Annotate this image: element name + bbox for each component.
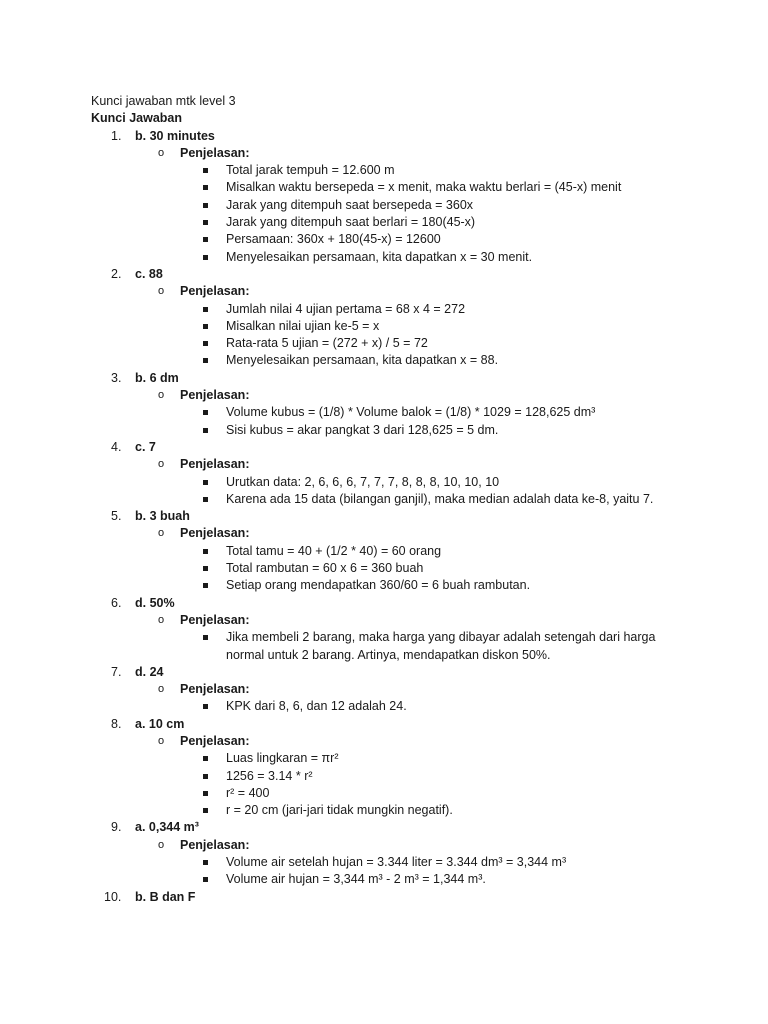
question-number: 1. — [111, 128, 122, 143]
square-bullet-icon — [203, 203, 208, 208]
explanation-item — [91, 577, 731, 594]
explanation-text: Setiap orang mendapatkan 360/60 = 6 buah rambutan. — [226, 578, 531, 593]
question-item — [91, 266, 731, 283]
explanation-text: Urutkan data: 2, 6, 6, 6, 7, 7, 7, 8, 8, 8, 10, 10, 10 — [226, 474, 500, 489]
explanation-header — [91, 283, 731, 300]
explanation-text: Total rambutan = 60 x 6 = 360 buah — [226, 561, 424, 576]
square-bullet-icon — [203, 255, 208, 260]
question-number: 6. — [111, 595, 122, 610]
explanation-text: Misalkan waktu bersepeda = x menit, maka waktu berlari = (45-x) menit — [226, 180, 622, 195]
question-number: 8. — [111, 716, 122, 731]
square-bullet-icon — [203, 497, 208, 502]
question-item — [91, 439, 731, 456]
explanation-text: Menyelesaikan persamaan, kita dapatkan x = 30 menit. — [226, 249, 533, 264]
hollow-bullet-icon: o — [158, 734, 165, 747]
explanation-text: Jika membeli 2 barang, maka harga yang dibayar adalah setengah dari harga normal untuk 2 barang. Artinya, mendapatkan diskon 50%. — [226, 630, 656, 662]
explanation-header — [91, 456, 731, 473]
question-answer: d. 50% — [135, 595, 175, 610]
question-answer: a. 10 cm — [135, 716, 185, 731]
explanation-header — [91, 387, 731, 404]
square-bullet-icon — [203, 307, 208, 312]
hollow-bullet-icon: o — [158, 838, 165, 851]
explanation-label: Penjelasan: — [180, 612, 250, 627]
question-answer: b. 6 dm — [135, 370, 179, 385]
explanation-label: Penjelasan: — [180, 457, 250, 472]
question-number: 2. — [111, 266, 122, 281]
explanation-item — [91, 474, 731, 491]
question-answer: c. 7 — [135, 439, 156, 454]
explanation-text: Total jarak tempuh = 12.600 m — [226, 163, 395, 178]
explanation-item — [91, 318, 731, 335]
explanation-item — [91, 352, 731, 369]
explanation-item — [91, 491, 731, 508]
explanation-text: Volume air hujan = 3,344 m³ - 2 m³ = 1,344 m³. — [226, 872, 486, 887]
square-bullet-icon — [203, 237, 208, 242]
explanation-header — [91, 612, 731, 629]
question-item — [91, 128, 731, 145]
square-bullet-icon — [203, 583, 208, 588]
explanation-header — [91, 145, 731, 162]
explanation-label: Penjelasan: — [180, 682, 250, 697]
explanation-item — [91, 854, 731, 871]
explanation-text: 1256 = 3.14 * r² — [226, 768, 313, 783]
square-bullet-icon — [203, 704, 208, 709]
question-number: 5. — [111, 509, 122, 524]
explanation-label: Penjelasan: — [180, 284, 250, 299]
hollow-bullet-icon: o — [158, 683, 165, 696]
explanation-text: Karena ada 15 data (bilangan ganjil), maka median adalah data ke-8, yaitu 7. — [226, 491, 654, 506]
explanation-label: Penjelasan: — [180, 733, 250, 748]
square-bullet-icon — [203, 791, 208, 796]
explanation-label: Penjelasan: — [180, 145, 250, 160]
explanation-item — [91, 249, 731, 266]
answer-key-heading: Kunci Jawaban — [91, 111, 182, 126]
square-bullet-icon — [203, 808, 208, 813]
square-bullet-icon — [203, 410, 208, 415]
explanation-item — [91, 335, 731, 352]
explanation-item — [91, 231, 731, 248]
document-title: Kunci jawaban mtk level 3 — [91, 94, 236, 108]
hollow-bullet-icon: o — [158, 458, 165, 471]
question-item — [91, 370, 731, 387]
question-number: 10. — [104, 889, 122, 904]
explanation-text: Volume kubus = (1/8) * Volume balok = (1/8) * 1029 = 128,625 dm³ — [226, 405, 596, 420]
explanation-item — [91, 422, 731, 439]
question-number: 3. — [111, 370, 122, 385]
explanation-header — [91, 837, 731, 854]
explanation-text: Jumlah nilai 4 ujian pertama = 68 x 4 = 272 — [226, 301, 466, 316]
explanation-text: Jarak yang ditempuh saat berlari = 180(45-x) — [226, 215, 476, 230]
explanation-text: r² = 400 — [226, 785, 270, 800]
question-item — [91, 664, 731, 681]
square-bullet-icon — [203, 185, 208, 190]
question-answer: b. 30 minutes — [135, 128, 215, 143]
explanation-item — [91, 768, 731, 785]
explanation-item — [91, 179, 731, 196]
question-item — [91, 595, 731, 612]
hollow-bullet-icon: o — [158, 146, 165, 159]
square-bullet-icon — [203, 324, 208, 329]
hollow-bullet-icon: o — [158, 285, 165, 298]
explanation-text: Rata-rata 5 ujian = (272 + x) / 5 = 72 — [226, 336, 428, 351]
explanation-label: Penjelasan: — [180, 837, 250, 852]
question-list — [91, 128, 731, 906]
square-bullet-icon — [203, 168, 208, 173]
explanation-text: Total tamu = 40 + (1/2 * 40) = 60 orang — [226, 543, 442, 558]
explanation-item — [91, 543, 731, 560]
question-number: 4. — [111, 439, 122, 454]
explanation-item — [91, 404, 731, 421]
square-bullet-icon — [203, 860, 208, 865]
square-bullet-icon — [203, 549, 208, 554]
square-bullet-icon — [203, 877, 208, 882]
explanation-text: Luas lingkaran = πr² — [226, 751, 339, 766]
explanation-item — [91, 214, 731, 231]
hollow-bullet-icon: o — [158, 613, 165, 626]
square-bullet-icon — [203, 635, 208, 640]
explanation-text: KPK dari 8, 6, dan 12 adalah 24. — [226, 699, 407, 714]
question-number: 7. — [111, 664, 122, 679]
document-body — [91, 93, 731, 906]
explanation-item — [91, 802, 731, 819]
question-answer: a. 0,344 m³ — [135, 820, 199, 835]
square-bullet-icon — [203, 756, 208, 761]
square-bullet-icon — [203, 220, 208, 225]
explanation-header — [91, 525, 731, 542]
explanation-item — [91, 301, 731, 318]
explanation-label: Penjelasan: — [180, 526, 250, 541]
explanation-item — [91, 785, 731, 802]
explanation-text: Persamaan: 360x + 180(45-x) = 12600 — [226, 232, 441, 247]
square-bullet-icon — [203, 774, 208, 779]
square-bullet-icon — [203, 566, 208, 571]
square-bullet-icon — [203, 341, 208, 346]
question-answer: c. 88 — [135, 266, 163, 281]
question-item — [91, 819, 731, 836]
question-item — [91, 508, 731, 525]
explanation-text: Sisi kubus = akar pangkat 3 dari 128,625 = 5 dm. — [226, 422, 499, 437]
hollow-bullet-icon: o — [158, 389, 165, 402]
question-answer: d. 24 — [135, 664, 164, 679]
square-bullet-icon — [203, 358, 208, 363]
explanation-item — [91, 629, 731, 664]
explanation-item — [91, 162, 731, 179]
explanation-label: Penjelasan: — [180, 388, 250, 403]
explanation-text: Misalkan nilai ujian ke-5 = x — [226, 318, 380, 333]
explanation-item — [91, 698, 731, 715]
question-answer: b. B dan F — [135, 889, 196, 904]
explanation-item — [91, 560, 731, 577]
question-answer: b. 3 buah — [135, 509, 190, 524]
explanation-item — [91, 871, 731, 888]
square-bullet-icon — [203, 480, 208, 485]
explanation-text: Menyelesaikan persamaan, kita dapatkan x = 88. — [226, 353, 499, 368]
explanation-item — [91, 750, 731, 767]
explanation-text: Volume air setelah hujan = 3.344 liter = 3.344 dm³ = 3,344 m³ — [226, 855, 567, 870]
explanation-text: r = 20 cm (jari-jari tidak mungkin negatif). — [226, 803, 453, 818]
hollow-bullet-icon: o — [158, 527, 165, 540]
explanation-item — [91, 197, 731, 214]
explanation-text: Jarak yang ditempuh saat bersepeda = 360x — [226, 197, 474, 212]
square-bullet-icon — [203, 428, 208, 433]
question-item — [91, 889, 731, 906]
explanation-header — [91, 733, 731, 750]
question-number: 9. — [111, 820, 122, 835]
question-item — [91, 716, 731, 733]
explanation-header — [91, 681, 731, 698]
